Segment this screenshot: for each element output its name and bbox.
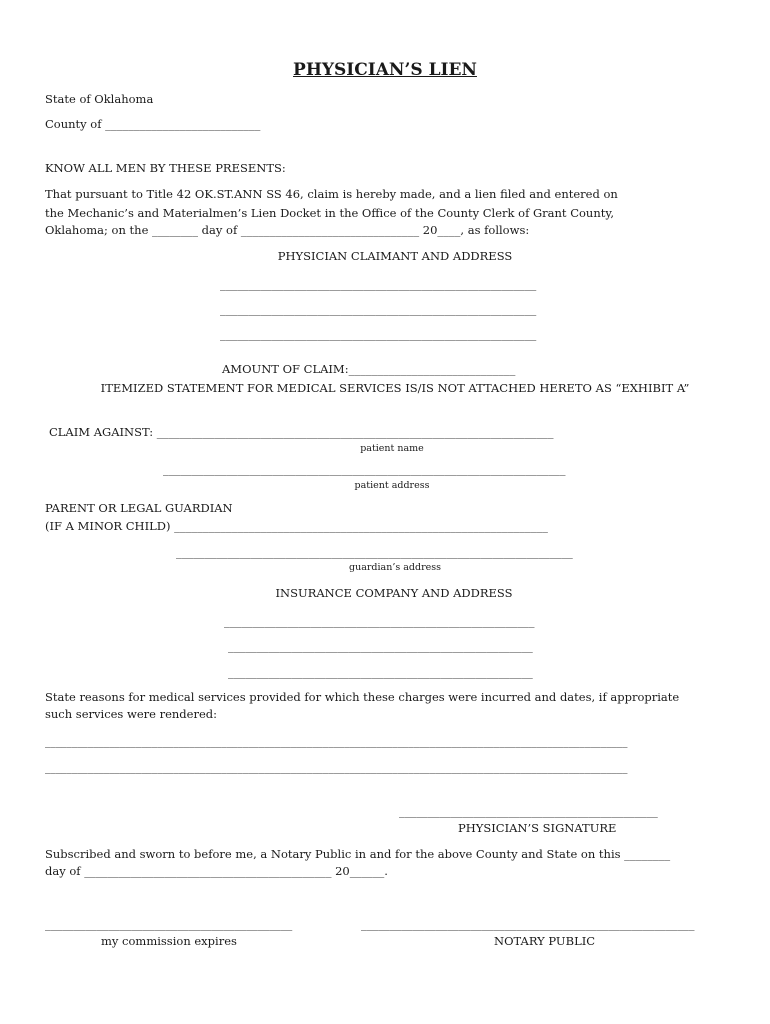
commission-expires-line[interactable]: ___________________________________________ [45, 917, 293, 931]
guardian-name-field[interactable]: (IF A MINOR CHILD) _________________________________________________________________ [45, 519, 548, 533]
reasons-text-line-1: State reasons for medical services provided for which these charges were incurred and dates, if appropriate [45, 690, 680, 704]
intro-date-fields[interactable]: Oklahoma; on the ________ day of _______________________________ 20____, as follows: [45, 223, 530, 237]
intro-text-line-2: the Mechanic’s and Materialmen’s Lien Docket in the Office of the County Clerk of Grant County, [45, 206, 614, 220]
subscribed-text-line-2[interactable]: day of ___________________________________________ 20______. [45, 864, 388, 878]
document-title: PHYSICIAN’S LIEN [293, 60, 477, 80]
notary-signature-line[interactable]: __________________________________________________________ [361, 917, 695, 931]
patient-name-caption: patient name [360, 443, 424, 454]
amount-of-claim-field[interactable]: AMOUNT OF CLAIM:_____________________________ [222, 362, 516, 376]
intro-text-line-1: That pursuant to Title 42 OK.ST.ANN SS 46, claim is hereby made, and a lien filed and entered on [45, 187, 618, 201]
reasons-line-2[interactable]: _____________________________________________________________________________________________________________ [45, 761, 628, 774]
subscribed-text-line-1[interactable]: Subscribed and sworn to before me, a Notary Public in and for the above County and State on this ________ [45, 847, 671, 861]
claimant-heading: PHYSICIAN CLAIMANT AND ADDRESS [277, 249, 513, 263]
physician-signature-caption: PHYSICIAN’S SIGNATURE [458, 821, 617, 835]
claimant-address-line-2[interactable]: _______________________________________________________ [220, 302, 537, 316]
guardian-address-field[interactable]: _____________________________________________________________________ [176, 545, 573, 559]
state-line: State of Oklahoma [45, 92, 154, 106]
reasons-text-line-2: such services were rendered: [45, 707, 218, 721]
know-all-men-heading: KNOW ALL MEN BY THESE PRESENTS: [45, 161, 286, 175]
insurance-address-line-1[interactable]: ______________________________________________________ [224, 614, 535, 628]
claim-against-field[interactable]: CLAIM AGAINST: _____________________________________________________________________ [49, 425, 554, 439]
reasons-line-1[interactable]: _____________________________________________________________________________________________________________ [45, 735, 628, 748]
county-field[interactable]: County of ___________________________ [45, 117, 261, 131]
guardian-heading: PARENT OR LEGAL GUARDIAN [45, 501, 233, 515]
claimant-address-line-1[interactable]: _______________________________________________________ [220, 277, 537, 291]
patient-address-field[interactable]: ______________________________________________________________________ [163, 462, 566, 476]
insurance-address-line-2[interactable]: _____________________________________________________ [228, 639, 533, 653]
commission-expires-caption: my commission expires [101, 934, 237, 948]
physician-signature-line[interactable]: _____________________________________________ [399, 804, 658, 818]
insurance-heading: INSURANCE COMPANY AND ADDRESS [275, 586, 513, 600]
insurance-address-line-3[interactable]: _____________________________________________________ [228, 665, 533, 679]
guardian-address-caption: guardian’s address [349, 562, 441, 573]
claimant-address-line-3[interactable]: _______________________________________________________ [220, 327, 537, 341]
patient-address-caption: patient address [354, 480, 430, 491]
notary-public-caption: NOTARY PUBLIC [494, 934, 596, 948]
itemized-statement-text: ITEMIZED STATEMENT FOR MEDICAL SERVICES IS/IS NOT ATTACHED HERETO AS “EXHIBIT A” [100, 381, 690, 395]
